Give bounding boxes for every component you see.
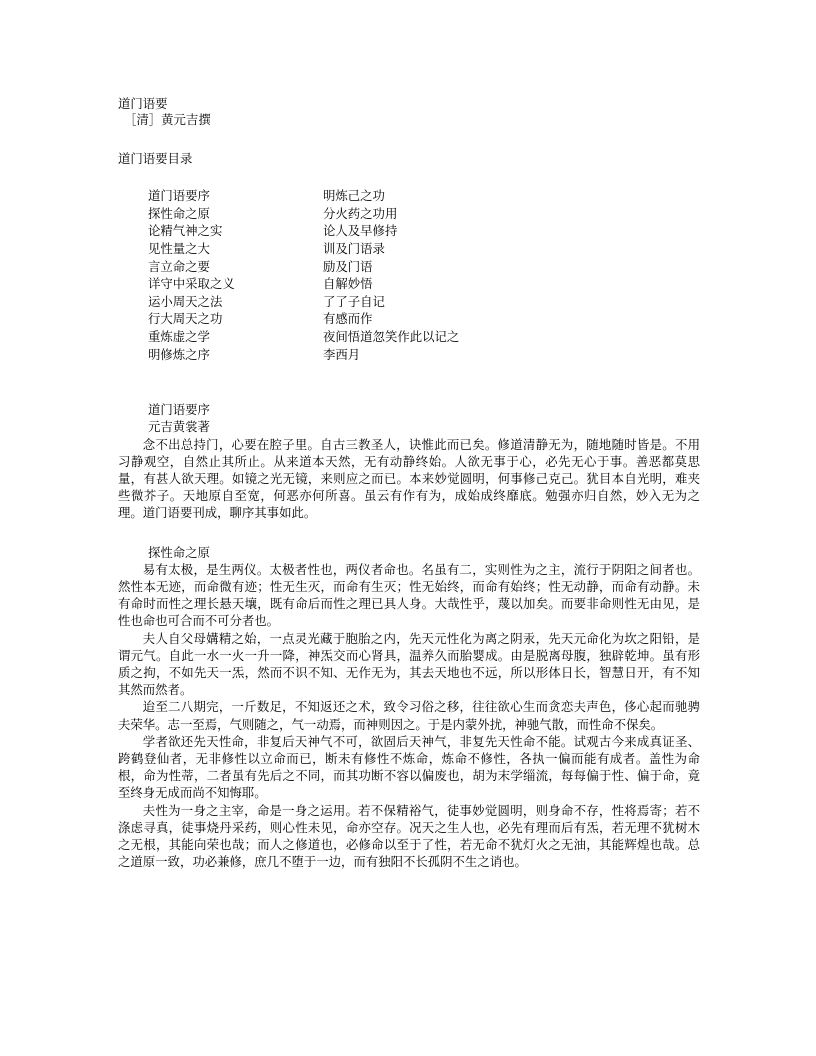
toc-row[interactable] <box>148 328 700 346</box>
toc-row[interactable] <box>148 310 700 328</box>
toc-entry-left: 重炼虚之学 <box>148 328 210 344</box>
section-subheading: 元吉黄裳著 <box>148 419 210 435</box>
toc-entry-right: 论人及早修持 <box>323 223 398 239</box>
toc-entry-right: 分火药之功用 <box>323 205 398 221</box>
paragraph: 迨至二八期完，一斤数足，不知返还之术，致令习俗之移，往往欲心生而贪恋夫声色，侈心起而驰骋夫荣华。志一至焉，气则随之，气一动焉，而神则因之。于是内蒙外扰，神驰气散，而性命不保矣。 <box>118 699 700 732</box>
paragraph: 易有太极，是生两仪。太极者性也，两仪者命也。名虽有二，实则性为之主，流行于阴阳之间者也。然性本无迹，而命微有迹；性无生灭，而命有生灭；性无始终，而命有始终；性无动静，而命有动静。未有命时而性之理长悬天壤，既有命后而性之理已具人身。大哉性乎，蔑以加矣。而要非命则性无由见，是性也命也可合而不可分者也。 <box>118 561 700 629</box>
section-preface <box>118 401 700 521</box>
toc-entry-right: 自解妙悟 <box>323 276 373 292</box>
toc-heading: 道门语要目录 <box>118 150 193 166</box>
section-heading: 探性命之原 <box>148 544 210 560</box>
toc-row[interactable] <box>148 346 700 364</box>
toc-entry-right: 了了子自记 <box>323 293 385 309</box>
paragraph: 夫性为一身之主宰，命是一身之运用。若不保精裕气，徒事妙觉圆明，则身命不存，性将焉寄；若不涤虑寻真，徒事烧丹采药，则心性未见，命亦空存。况天之生人也，必先有理而后有炁，若无理不犹树木之无根，其能向荣也哉；而人之修道也，必修命以至于了性，若无命不犹灯火之无油，其能辉煌也哉。总之道原一致，功必兼修，庶几不堕于一边，而有独阳不长孤阴不生之诮也。 <box>118 802 700 870</box>
toc-entry-left: 探性命之原 <box>148 205 210 221</box>
toc-row[interactable] <box>148 240 700 258</box>
toc-row[interactable] <box>148 187 700 205</box>
table-of-contents <box>118 187 700 363</box>
toc-row[interactable] <box>148 275 700 293</box>
toc-entry-right: 夜间悟道忽笑作此以记之 <box>323 328 460 344</box>
paragraph: 学者欲还先天性命，非复后天神气不可，欲固后天神气，非复先天性命不能。试观古今来成真证圣、跨鹤登仙者，无非修性以立命而已，断未有修性不炼命，炼命不修性，各执一偏而能有成者。盖性为命根，命为性蒂，二者虽有先后之不同，而其功断不容以偏废也，胡为末学缁流，每每偏于性、偏于命，竟至终身无成而尚不知悔耶。 <box>118 733 700 801</box>
toc-entry-left: 见性量之大 <box>148 241 210 256</box>
toc-row[interactable] <box>148 222 700 240</box>
spacer <box>118 363 700 401</box>
toc-entry-right: 训及门语录 <box>323 241 385 256</box>
toc-entry-left: 详守中采取之义 <box>148 276 235 292</box>
toc-entry-left: 明修炼之序 <box>148 346 210 362</box>
toc-row[interactable] <box>148 258 700 276</box>
paragraph: 夫人自父母媾精之始，一点灵光藏于胞胎之内，先天元性化为离之阴汞，先天元命化为坎之阳铅，是谓元气。自此一水一火一升一降，神炁交而心肾具，温养久而胎婴成。由是脱离母腹，独辟乾坤。虽有形质之拘，不如先天一炁，然而不识不知、无作无为，其去天地也不远，所以形体日长，智慧日开，有不知其然而然者。 <box>118 630 700 698</box>
toc-entry-right: 励及门语 <box>323 258 373 274</box>
document-author: ［清］黄元吉撰 <box>124 112 211 128</box>
toc-entry-right: 李西月 <box>323 346 361 362</box>
toc-entry-left: 道门语要序 <box>148 188 210 204</box>
toc-row[interactable] <box>148 205 700 223</box>
toc-entry-right: 明炼己之功 <box>323 188 385 204</box>
toc-entry-left: 行大周天之功 <box>148 311 223 327</box>
toc-row[interactable] <box>148 293 700 311</box>
spacer <box>118 129 700 151</box>
section-heading: 道门语要序 <box>148 402 210 418</box>
toc-entry-right: 有感而作 <box>323 311 373 327</box>
paragraph: 念不出总持门，心要在腔子里。自古三教圣人，诀惟此而已矣。修道清静无为，随地随时皆是。不用习静观空，自然止其所止。从来道本天然，无有动静终始。人欲无事于心，必先无心于事。善恶都莫思量，有甚人欲天理。如镜之光无镜，来则应之而已。本来妙觉圆明，何事修己克己。犹目本自光明，难夹些微芥子。天地原自至宽，何恶亦何所喜。虽云有作有为，成始成终靡底。勉强亦归自然，妙入无为之理。道门语要刊成，聊序其事如此。 <box>118 436 700 521</box>
toc-entry-left: 言立命之要 <box>148 258 210 274</box>
document-content <box>118 96 700 870</box>
toc-entry-left: 运小周天之法 <box>148 293 223 309</box>
document-title: 道门语要 <box>118 96 168 111</box>
spacer <box>118 522 700 544</box>
toc-entry-left: 论精气神之实 <box>148 223 223 239</box>
section-tanxingmingzhiyuan <box>118 544 700 871</box>
